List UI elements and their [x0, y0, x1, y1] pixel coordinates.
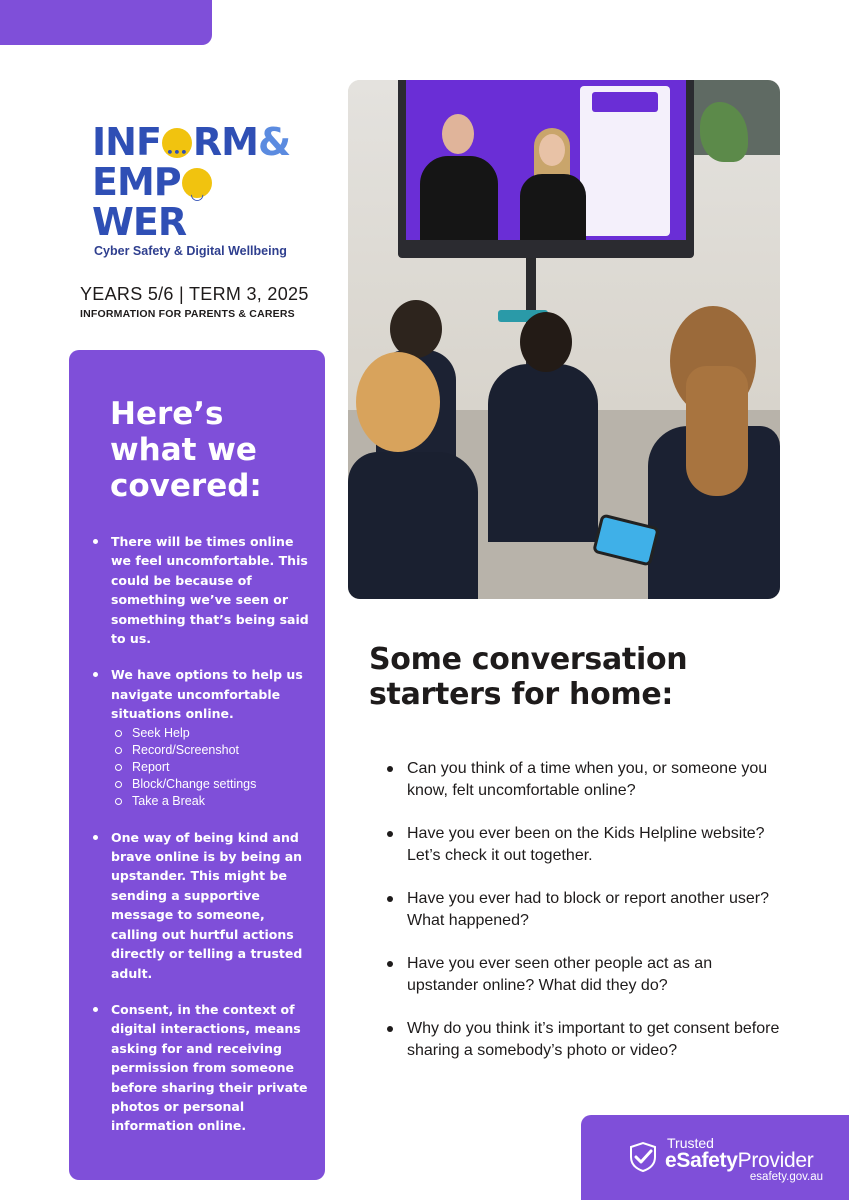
smiley-face-icon — [182, 168, 212, 198]
covered-item-text: One way of being kind and brave online is by being an upstander. This might be sending a supportive message to someone, calling out hurtful actions directly or telling a trusted adult. — [111, 829, 303, 981]
student-figure — [488, 312, 598, 542]
covered-item-text: Consent, in the context of digital interactions, means asking for and receiving permission from someone before sharing their private photos or personal information online. — [111, 1001, 308, 1134]
conversation-item: Have you ever been on the Kids Helpline website? Let’s check it out together. — [386, 823, 786, 867]
covered-list — [91, 532, 313, 1153]
logo-subtitle: Cyber Safety & Digital Wellbeing — [94, 244, 287, 258]
student-figure — [348, 352, 478, 599]
top-decorative-tab — [0, 0, 212, 45]
covered-panel — [69, 350, 325, 1180]
covered-item-text: There will be times online we feel uncomfortable. This could be because of something we’ve seen or something that’s being said to us. — [111, 534, 309, 647]
logo-ampersand: & — [257, 120, 291, 164]
logo-line-2 — [92, 162, 302, 242]
conversation-heading: Some conversation starters for home: — [369, 642, 688, 712]
logo-text-rm: RM — [192, 120, 258, 164]
inform-empower-logo — [92, 122, 302, 258]
conversation-item: Can you think of a time when you, or someone you know, felt uncomfortable online? — [386, 758, 786, 802]
covered-item — [91, 665, 313, 810]
badge-url: esafety.gov.au — [749, 1171, 823, 1183]
speech-bubble-icon — [162, 128, 192, 158]
student-figure — [638, 306, 780, 599]
logo-line-1 — [92, 122, 302, 162]
conversation-item: Why do you think it’s important to get consent before sharing a somebody’s photo or video? — [386, 1018, 786, 1062]
conversation-item: Have you ever seen other people act as an upstander online? What did they do? — [386, 953, 786, 997]
option-item: Seek Help — [111, 725, 313, 742]
logo-text-emp: EMP — [92, 160, 181, 204]
presenter-woman — [520, 128, 586, 240]
option-item: Take a Break — [111, 793, 313, 810]
option-item: Report — [111, 759, 313, 776]
covered-item — [91, 532, 313, 648]
conversation-list — [386, 758, 786, 1083]
years-term-label: YEARS 5/6 | TERM 3, 2025 — [80, 284, 309, 304]
audience-label: INFORMATION FOR PARENTS & CARERS — [80, 308, 295, 320]
badge-provider-text: Provider — [737, 1149, 814, 1172]
covered-item — [91, 828, 313, 983]
option-item: Record/Screenshot — [111, 742, 313, 759]
screen-slide-header — [592, 92, 658, 112]
logo-text-inf: INF — [92, 120, 161, 164]
badge-trusted-label: Trusted — [667, 1135, 714, 1151]
checkmark-shield-icon — [627, 1141, 659, 1173]
option-item: Block/Change settings — [111, 776, 313, 793]
covered-heading: Here’s what we covered: — [110, 396, 262, 504]
presenter-man — [420, 114, 498, 240]
covered-item — [91, 1000, 313, 1136]
logo-text-wer: WER — [92, 200, 187, 244]
covered-item-text: We have options to help us navigate uncomfortable situations online. — [111, 667, 303, 722]
esafety-provider-badge — [581, 1115, 849, 1200]
conversation-item: Have you ever had to block or report another user? What happened? — [386, 888, 786, 932]
badge-esafety-text: eSafety — [665, 1149, 738, 1172]
classroom-photo — [348, 80, 780, 599]
badge-provider-label — [665, 1149, 813, 1173]
options-list — [111, 725, 313, 811]
